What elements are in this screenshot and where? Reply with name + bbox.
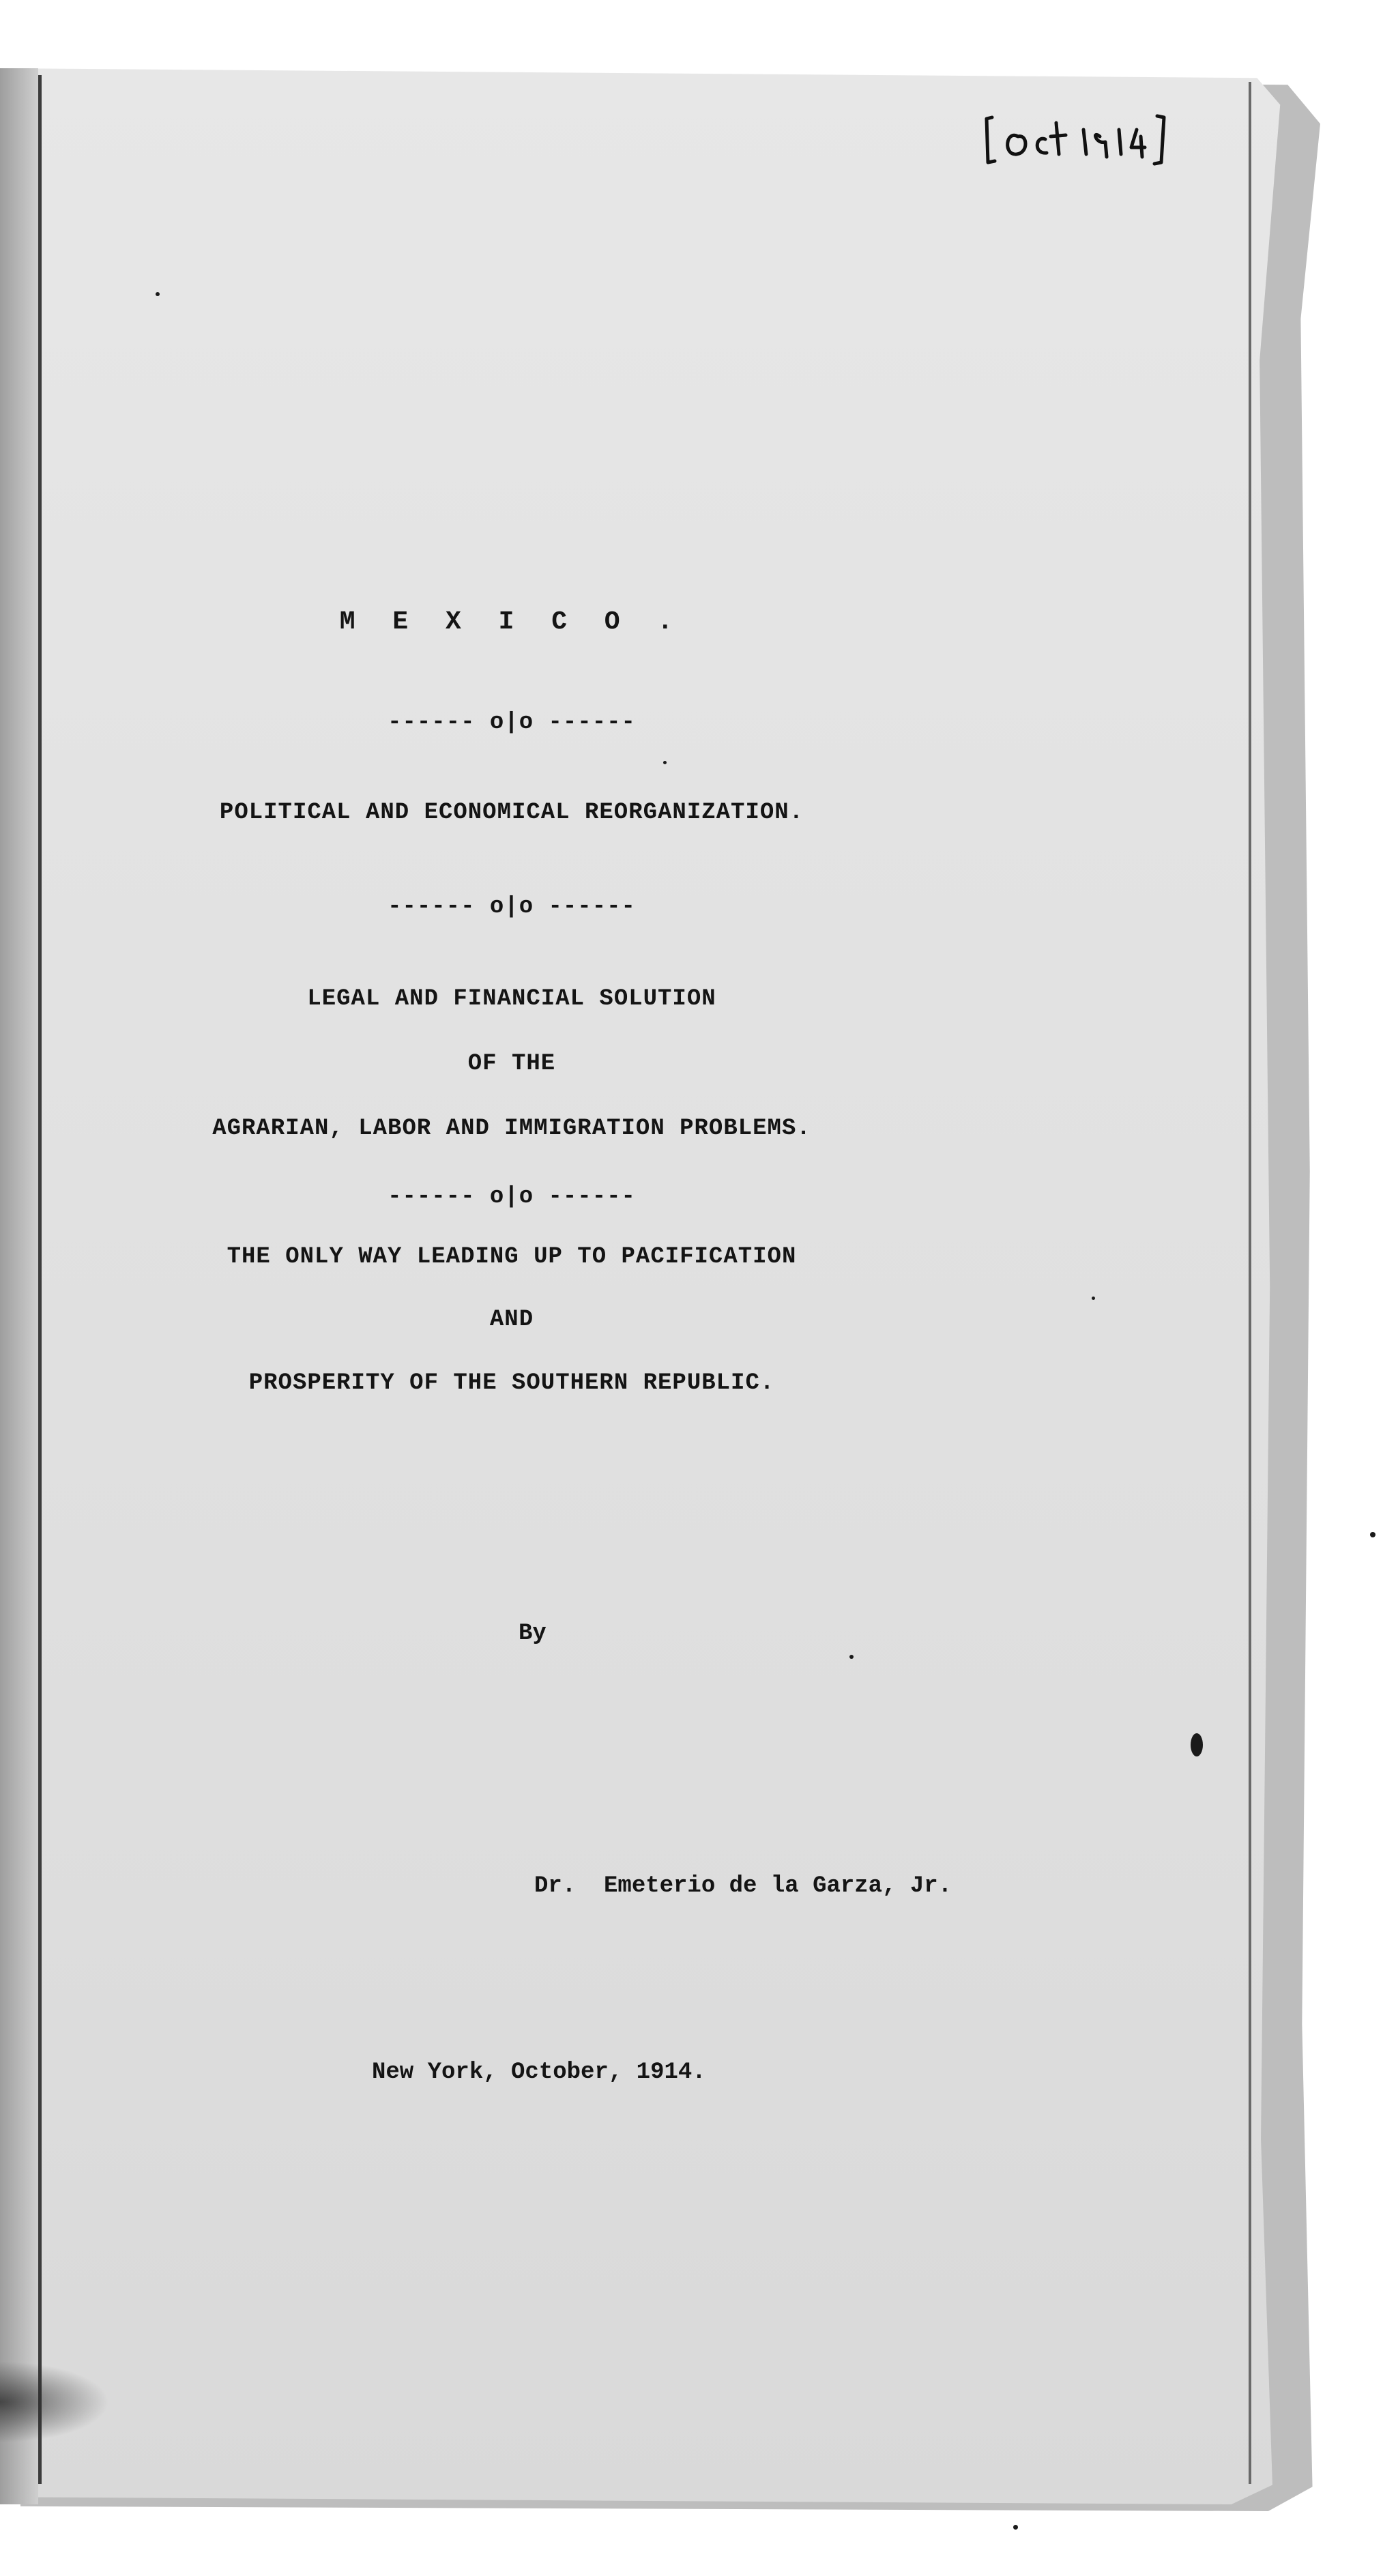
heading: POLITICAL AND ECONOMICAL REORGANIZATION.	[219, 800, 804, 826]
subtitle-line-3: AGRARIAN, LABOR AND IMMIGRATION PROBLEMS.	[212, 1116, 811, 1142]
author-name: Dr. Emeterio de la Garza, Jr.	[534, 1873, 952, 1899]
separator: ------ o|o ------	[388, 894, 636, 920]
separator: ------ o|o ------	[388, 710, 636, 736]
handwritten-date-annotation	[982, 109, 1174, 171]
ink-speck	[849, 1655, 854, 1659]
left-margin-rule	[38, 75, 42, 2484]
document-title: M E X I C O .	[339, 607, 684, 637]
ink-speck	[1092, 1297, 1095, 1300]
ink-speck	[1013, 2525, 1018, 2530]
subtitle-line-2: OF THE	[467, 1051, 556, 1077]
ink-speck	[156, 292, 160, 296]
binding-strip	[0, 68, 38, 2504]
ink-blot	[1191, 1733, 1203, 1756]
tagline-line-2: AND	[489, 1307, 534, 1333]
ink-speck	[663, 761, 667, 764]
corner-smudge	[0, 2361, 109, 2443]
document-page	[0, 68, 1283, 2504]
place-and-date: New York, October, 1914.	[372, 2059, 706, 2085]
separator: ------ o|o ------	[388, 1184, 636, 1210]
subtitle-line-1: LEGAL AND FINANCIAL SOLUTION	[307, 986, 716, 1012]
tagline-line-1: THE ONLY WAY LEADING UP TO PACIFICATION	[227, 1244, 797, 1270]
tagline-line-3: PROSPERITY OF THE SOUTHERN REPUBLIC.	[248, 1370, 775, 1396]
ink-speck	[1370, 1532, 1375, 1537]
right-edge-rule	[1249, 82, 1251, 2484]
by-line: By	[519, 1621, 547, 1647]
